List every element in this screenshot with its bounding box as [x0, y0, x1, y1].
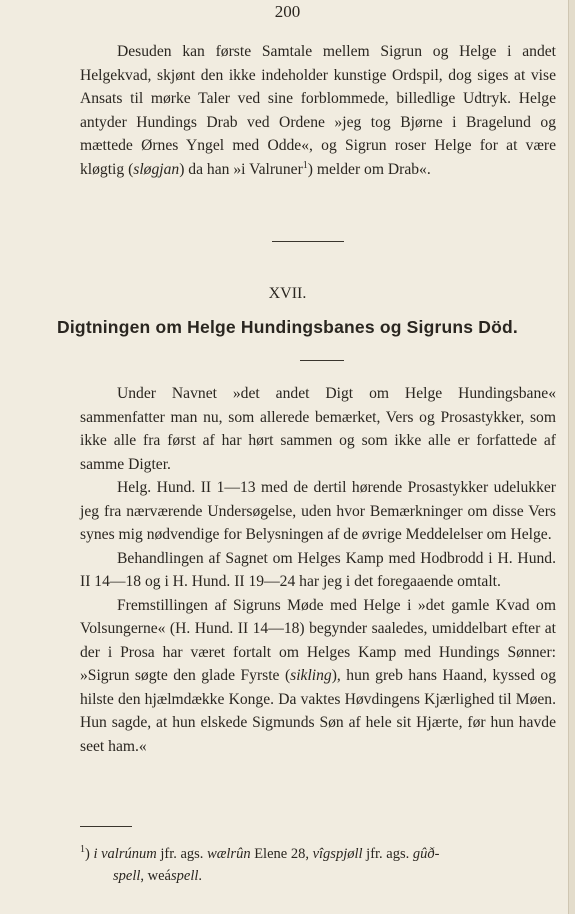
body-text: [80, 382, 556, 758]
body-paragraph-3: Behandlingen af Sagnet om Helges Kamp med Hodbrodd i H. Hund. II 14—18 og i H. Hund. II 19—24 har jeg i det foregaaende omtalt.: [80, 549, 556, 590]
footnote: [80, 843, 556, 887]
section-number: XVII.: [268, 285, 307, 302]
intro-text: Desuden kan første Samtale mellem Sigrun og Helge i andet Helgekvad, skjønt den ikke indeholder kunstige Ordspil, dog siges at vise Ansats til mørke Taler ved sine forblommede, billedlige Udtryk. Helge antyder Hundings Drab ved Ordene »jeg tog Bjørne i Bragelund og mættede Ørnes Yngel med Odde«, og Sigrun roser Helge for at være kløgtig (sløgjan) da han »i Valruner$^1$) melder om Drab«.: [80, 43, 556, 178]
body-paragraph-2: Helg. Hund. II 1—13 med de dertil hørende Prosastykker udelukker jeg fra nærværende Undersøgelse, uden hvor Bemærkninger om disse Vers synes mig nødvendige for Belysningen af de øvrige Meddelelser om Helge.: [80, 479, 556, 543]
section-divider-bottom: [300, 360, 344, 361]
page-number: 200: [274, 2, 301, 21]
page-edge: [568, 0, 575, 914]
body-paragraph-4: Fremstillingen af Sigruns Møde med Helge i »det gamle Kvad om Volsungerne« (H. Hund. II 14—18) begynder saaledes, umiddelbart efter at der i Prosa har været fortalt om Helges Kamp med Hundings Sønner: »Sigrun søgte den glade Fyrste (sikling), hun greb hans Haand, kyssed og hilste den hjælmdække Konge. Da vaktes Høvdingens Kjærlighed til Møen. Hun sagde, at hun elskede Sigmunds Søn af hele sit Hjærte, før hun havde seet ham.«: [80, 596, 556, 755]
section-divider-top: [272, 241, 344, 242]
intro-paragraph: [80, 40, 556, 181]
footnote-rule: [80, 826, 132, 827]
footnote-line-2: spell, weáspell.: [113, 868, 202, 884]
body-paragraph-1: Under Navnet »det andet Digt om Helge Hundingsbane« sammenfatter man nu, som allerede bemærket, Vers og Prosastykker, som ikke alle fra først af har hørt sammen og som ikke alle er forfattede af samme Digter.: [80, 385, 556, 473]
section-title: Digtningen om Helge Hundingsbanes og Sigruns Död.: [57, 317, 518, 337]
footnote-line-1: $^1$) i valrúnum jfr. ags. wælrûn Elene 28, vîgspjøll jfr. ags. gûð-: [80, 844, 440, 862]
